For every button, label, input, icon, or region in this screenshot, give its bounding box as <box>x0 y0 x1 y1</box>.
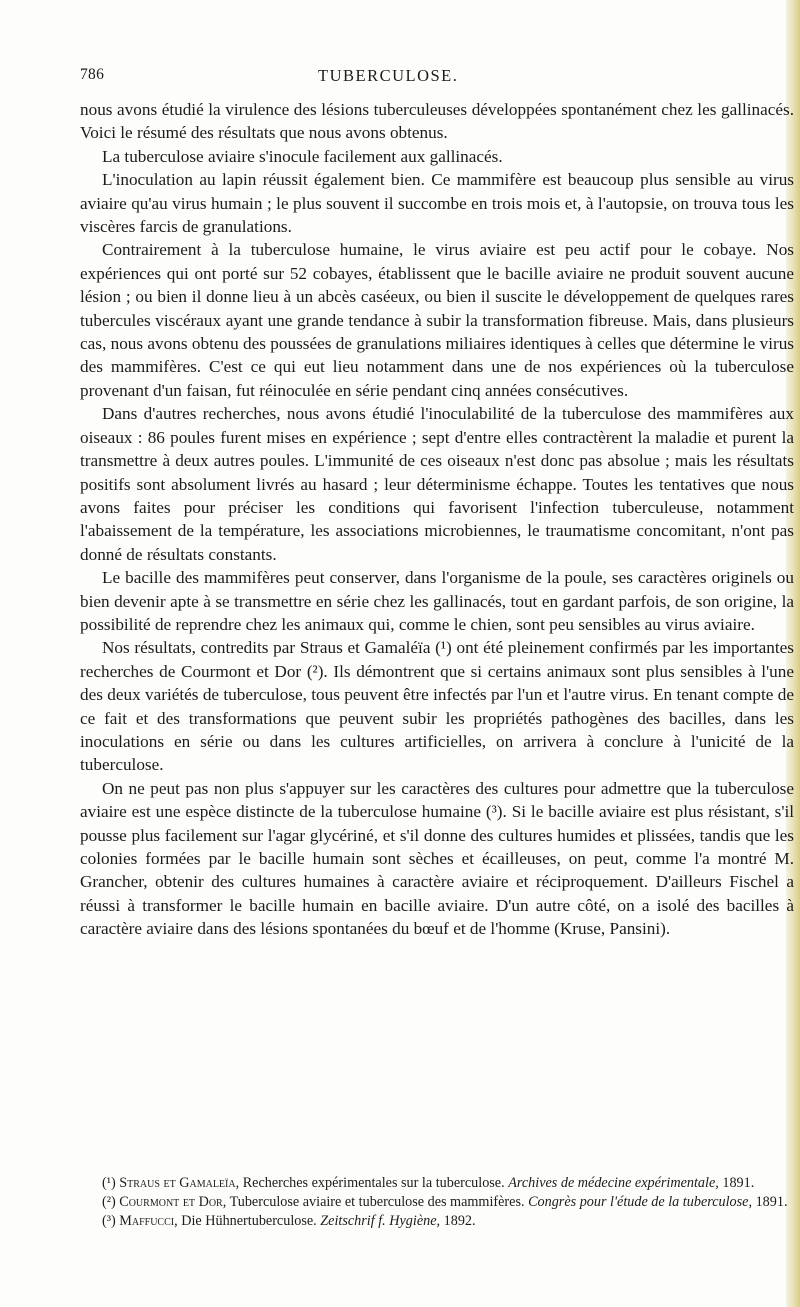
footnote-year: 1891. <box>755 1194 788 1210</box>
footnote <box>80 1174 794 1193</box>
footnote-source: Zeitschrif f. Hygiène, <box>320 1213 441 1229</box>
page-number: 786 <box>80 66 105 83</box>
footnote <box>80 1212 794 1231</box>
footnote-authors: Straus et Gamaleïa, <box>119 1175 240 1191</box>
paragraph: Le bacille des mammifères peut conserver, dans l'organisme de la poule, ses caractères originels ou bien devenir apte à se transmettre en série chez les gallinacés, tout en gardant parfois, de son origine, la possibilité de reprendre chez les animaux qui, comme le chien, sont peu sensibles au virus aviaire. <box>80 568 794 634</box>
paragraph: L'inoculation au lapin réussit également bien. Ce mammifère est beaucoup plus sensible au virus aviaire qu'au virus humain ; le plus souvent il succombe en trois mois et, à l'autopsie, on trouva tous les viscères farcis de granulations. <box>80 170 794 237</box>
paragraph: nous avons étudié la virulence des lésions tuberculeuses développées spontanément chez les gallinacés. Voici le résumé des résultats que nous avons obtenus. <box>80 100 794 143</box>
footnote-source: Congrès pour l'étude de la tuberculose, <box>528 1194 753 1210</box>
footnote-title: Tuberculose aviaire et tuberculose des mammifères. <box>229 1194 525 1210</box>
footnote-year: 1891. <box>722 1175 755 1191</box>
footnote-authors: Maffucci, <box>119 1213 178 1229</box>
paragraph: Dans d'autres recherches, nous avons étudié l'inoculabilité de la tuberculose des mammifères aux oiseaux : 86 poules furent mises en expérience ; sept d'entre elles contractèrent la maladie et purent la transmettre à deux autres poules. L'immunité de ces oiseaux n'est donc pas absolue ; mais les résultats positifs sont absolument livrés au hasard ; leur déterminisme échappe. Toutes les tentatives que nous avons faites pour préciser les conditions qui favorisent l'infection tuberculeuse, notamment l'abaissement de la température, les associations microbiennes, le traumatisme concomitant, n'ont pas donné de résultats constants. <box>80 404 794 564</box>
footnote-title: Recherches expérimentales sur la tuberculose. <box>242 1175 505 1191</box>
paragraph: Nos résultats, contredits par Straus et Gamaléïa (¹) ont été pleinement confirmés par les importantes recherches de Courmont et Dor (²). Ils démontrent que si certains animaux sont plus sensibles à l'une des deux variétés de tuberculose, tous peuvent être infectés par l'un et l'autre virus. En tenant compte de ce fait et des transformations que peuvent subir les propriétés pathogènes des bacilles, dans les inoculations en série ou dans les cultures artificielles, on arrivera à conclure à l'unicité de la tuberculose. <box>80 638 794 775</box>
footnote-mark: (³) <box>102 1213 116 1229</box>
footnote-mark: (²) <box>102 1194 116 1210</box>
footnote-source: Archives de médecine expérimentale, <box>508 1175 719 1191</box>
paragraph: On ne peut pas non plus s'appuyer sur les caractères des cultures pour admettre que la tuberculose aviaire est une espèce distincte de la tuberculose humaine (³). Si le bacille aviaire est plus résistant, s'il pousse plus facilement sur l'agar glycériné, et s'il donne des cultures humides et plissées, tandis que les colonies formées par le bacille humain sont sèches et écailleuses, on peut, comme l'a montré M. Grancher, obtenir des cultures humaines à caractère aviaire et réciproquement. D'ailleurs Fischel a réussi à transformer le bacille humain en bacille aviaire. D'un autre côté, on a isolé des bacilles à caractère aviaire dans des lésions spontanées du bœuf et de l'homme (Kruse, Pansini). <box>80 778 794 939</box>
paragraph: La tuberculose aviaire s'inocule facilement aux gallinacés. <box>102 146 503 166</box>
footnote-title: Die Hühnertuberculose. <box>181 1213 317 1229</box>
footnote-mark: (¹) <box>102 1175 116 1191</box>
footnote-year: 1892. <box>443 1213 476 1229</box>
running-title: TUBERCULOSE. <box>318 66 459 85</box>
footnotes <box>80 1174 794 1231</box>
footnote <box>80 1193 794 1212</box>
paragraph: Contrairement à la tuberculose humaine, le virus aviaire est peu actif pour le cobaye. Nos expériences qui ont porté sur 52 cobayes, établissent que le bacille aviaire ne produit souvent aucune lésion ; ou bien il donne lieu à un abcès caséeux, ou bien il suscite le développement de quelques rares tubercules viscéraux ayant une grande tendance à subir la transformation fibreuse. Mais, dans plusieurs cas, nous avons obtenu des poussées de granulations miliaires identiques à celles que détermine le virus des mammifères. C'est ce qui eut lieu notamment dans une de nos expériences où la tuberculose provenant d'un faisan, fut réinoculée en série pendant cinq années consécutives. <box>80 240 794 400</box>
footnote-authors: Courmont et Dor, <box>119 1194 227 1210</box>
body-text <box>80 98 794 941</box>
